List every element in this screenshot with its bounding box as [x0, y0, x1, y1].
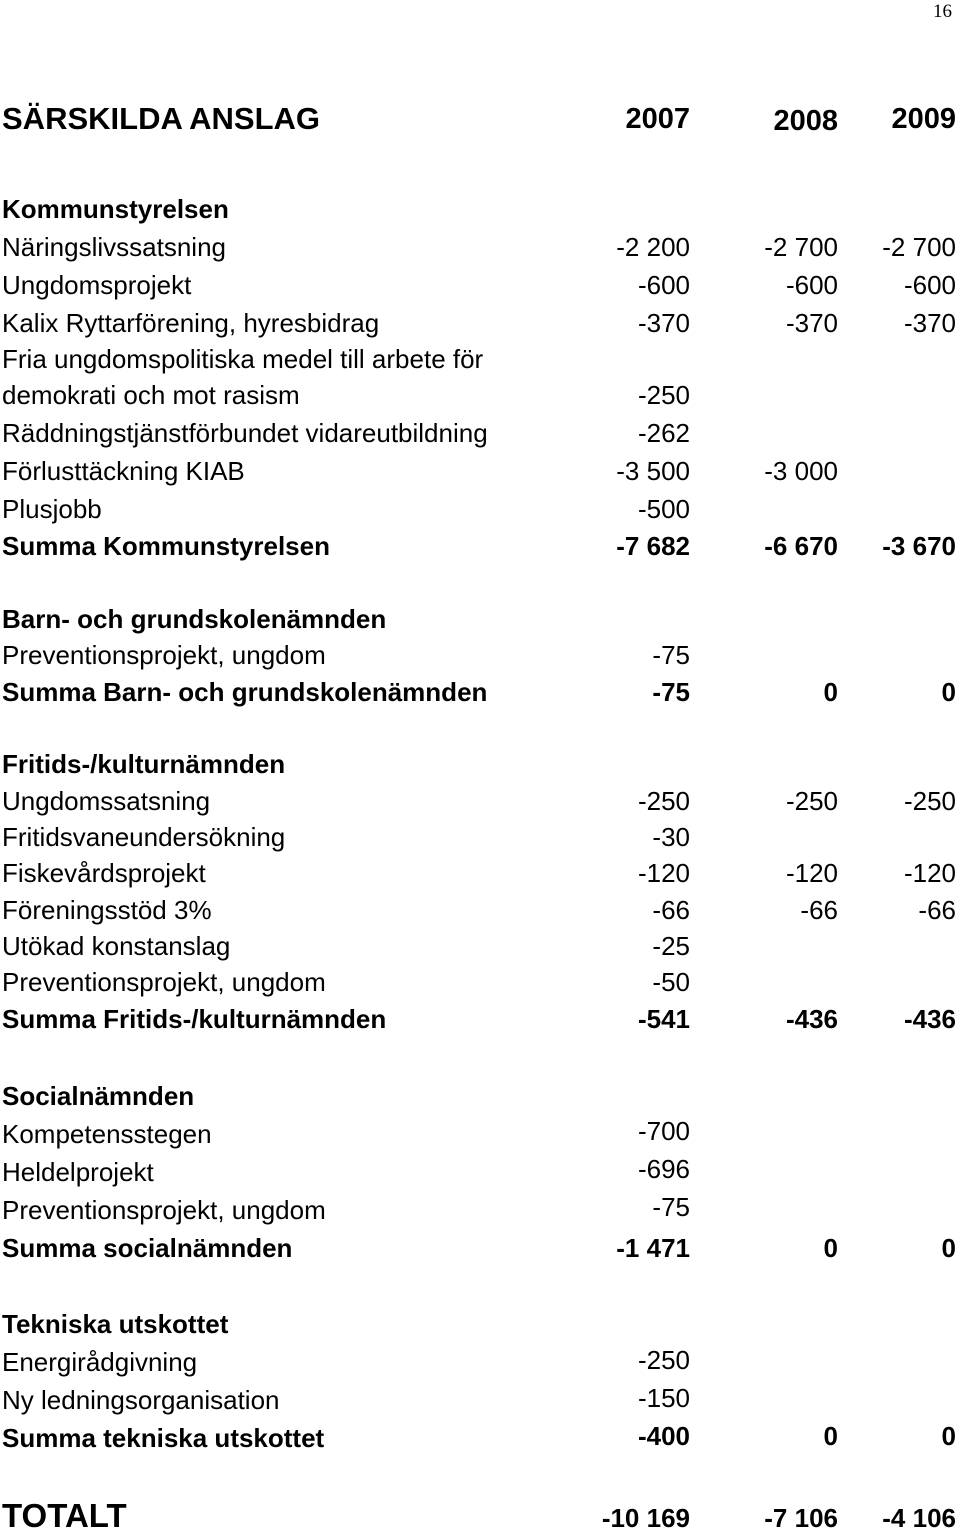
value-2007: -500	[637, 494, 690, 524]
value-2009: -600	[903, 270, 956, 300]
sum-2008: -6 670	[764, 531, 838, 561]
table-row	[0, 818, 960, 856]
row-label: Preventionsprojekt, ungdom	[2, 1195, 326, 1225]
value-2009: -370	[903, 308, 956, 338]
value-2007: -696	[637, 1154, 690, 1184]
year-2007-header: 2007	[625, 103, 690, 135]
row-label: Näringslivssatsning	[2, 232, 226, 262]
sum-label: Summa Kommunstyrelsen	[2, 531, 330, 561]
value-2008: -370	[785, 308, 838, 338]
value-2007: -700	[637, 1116, 690, 1146]
value-2007: -75	[652, 1192, 690, 1222]
sum-label: Summa tekniska utskottet	[2, 1423, 325, 1453]
section-heading-socialnamnden	[0, 1077, 960, 1115]
sum-row	[0, 673, 960, 711]
total-2008: -7 106	[764, 1503, 838, 1533]
table-row	[0, 228, 960, 266]
value-2007: -30	[652, 822, 690, 852]
table-row	[0, 1381, 960, 1419]
value-2008: -2 700	[764, 232, 838, 262]
table-row	[0, 1153, 960, 1191]
sum-label: Summa Fritids-/kulturnämnden	[2, 1004, 387, 1034]
total-row	[0, 1493, 960, 1534]
value-2007: -370	[637, 308, 690, 338]
sum-2009: 0	[941, 1421, 956, 1451]
value-2008: -250	[785, 786, 838, 816]
table-row	[0, 636, 960, 674]
sum-label: Summa Barn- och grundskolenämnden	[2, 677, 488, 707]
section-heading-label: Socialnämnden	[2, 1081, 195, 1111]
value-2007: -2 200	[616, 232, 690, 262]
row-label: Förlusttäckning KIAB	[2, 456, 245, 486]
sum-row	[0, 1229, 960, 1267]
sum-2008: 0	[823, 677, 838, 707]
page-title: SÄRSKILDA ANSLAG	[2, 101, 321, 136]
page-number: 16	[933, 1, 952, 22]
sum-2007: -75	[652, 677, 690, 707]
row-label: Ny ledningsorganisation	[2, 1385, 280, 1415]
value-2007: -66	[652, 895, 690, 925]
sum-row	[0, 527, 960, 565]
table-row	[0, 963, 960, 1001]
table-row	[0, 927, 960, 965]
row-label: Fritidsvaneundersökning	[2, 822, 286, 852]
sum-2009: -436	[903, 1004, 956, 1034]
row-label: Utökad konstanslag	[2, 931, 231, 961]
row-label: Ungdomsprojekt	[2, 270, 192, 300]
value-2009: -250	[903, 786, 956, 816]
row-label: Preventionsprojekt, ungdom	[2, 967, 326, 997]
section-heading-fritids-kulturnamnden	[0, 745, 960, 783]
table-row	[0, 452, 960, 490]
section-heading-label: Fritids-/kulturnämnden	[2, 749, 286, 779]
table-row	[0, 266, 960, 304]
section-heading-label: Kommunstyrelsen	[2, 194, 229, 224]
total-2009: -4 106	[882, 1503, 956, 1533]
year-2009-header: 2009	[891, 103, 956, 135]
sum-2009: 0	[941, 1233, 956, 1263]
value-2007: -250	[637, 1345, 690, 1375]
section-heading-kommunstyrelsen	[0, 190, 960, 228]
row-label: Energirådgivning	[2, 1347, 198, 1377]
value-2007: -3 500	[616, 456, 690, 486]
row-label: Preventionsprojekt, ungdom	[2, 640, 326, 670]
sum-2008: 0	[823, 1421, 838, 1451]
table-row	[0, 782, 960, 820]
sum-2008: 0	[823, 1233, 838, 1263]
table-row	[0, 490, 960, 528]
table-row	[0, 414, 960, 452]
value-2008: -600	[785, 270, 838, 300]
value-2007: -250	[637, 380, 690, 410]
sum-2008: -436	[785, 1004, 838, 1034]
value-2009: -66	[918, 895, 956, 925]
value-2008: -3 000	[764, 456, 838, 486]
section-heading-barn-och-grundskolenamnden	[0, 600, 960, 638]
value-2009: -2 700	[882, 232, 956, 262]
row-label: Ungdomssatsning	[2, 786, 211, 816]
row-label: Plusjobb	[2, 494, 102, 524]
sum-2009: -3 670	[882, 531, 956, 561]
value-2007: -75	[652, 640, 690, 670]
sum-row	[0, 1419, 960, 1457]
table-row	[0, 854, 960, 892]
row-label: Fiskevårdsprojekt	[2, 858, 206, 888]
row-label: Fria ungdomspolitiska medel till arbete för	[2, 344, 484, 374]
sum-2007: -1 471	[616, 1233, 690, 1263]
sum-row	[0, 1000, 960, 1038]
table-row	[0, 1343, 960, 1381]
table-row	[0, 1115, 960, 1153]
value-2007: -50	[652, 967, 690, 997]
value-2007: -262	[637, 418, 690, 448]
row-label: demokrati och mot rasism	[2, 380, 300, 410]
value-2008: -66	[800, 895, 838, 925]
table-row	[0, 376, 960, 414]
table-row	[0, 340, 960, 378]
section-heading-label: Tekniska utskottet	[2, 1309, 229, 1339]
row-label: Räddningstjänstförbundet vidareutbildning	[2, 418, 488, 448]
table-row	[0, 1191, 960, 1229]
row-label: Kompetensstegen	[2, 1119, 212, 1149]
value-2007: -25	[652, 931, 690, 961]
row-label: Kalix Ryttarförening, hyresbidrag	[2, 308, 380, 338]
table-header	[0, 100, 960, 138]
value-2007: -250	[637, 786, 690, 816]
row-label: Föreningsstöd 3%	[2, 895, 212, 925]
section-heading-label: Barn- och grundskolenämnden	[2, 604, 387, 634]
table-row	[0, 304, 960, 342]
total-label: TOTALT	[2, 1497, 127, 1534]
total-2007: -10 169	[601, 1503, 690, 1533]
sum-2009: 0	[941, 677, 956, 707]
section-heading-tekniska-utskottet	[0, 1305, 960, 1343]
year-2008-header: 2008	[773, 105, 838, 137]
row-label: Heldelprojekt	[2, 1157, 154, 1187]
value-2007: -150	[637, 1383, 690, 1413]
sum-2007: -400	[637, 1421, 690, 1451]
table-row	[0, 891, 960, 929]
value-2007: -600	[637, 270, 690, 300]
sum-2007: -7 682	[616, 531, 690, 561]
value-2007: -120	[637, 858, 690, 888]
value-2008: -120	[785, 858, 838, 888]
sum-label: Summa socialnämnden	[2, 1233, 293, 1263]
sum-2007: -541	[637, 1004, 690, 1034]
value-2009: -120	[903, 858, 956, 888]
